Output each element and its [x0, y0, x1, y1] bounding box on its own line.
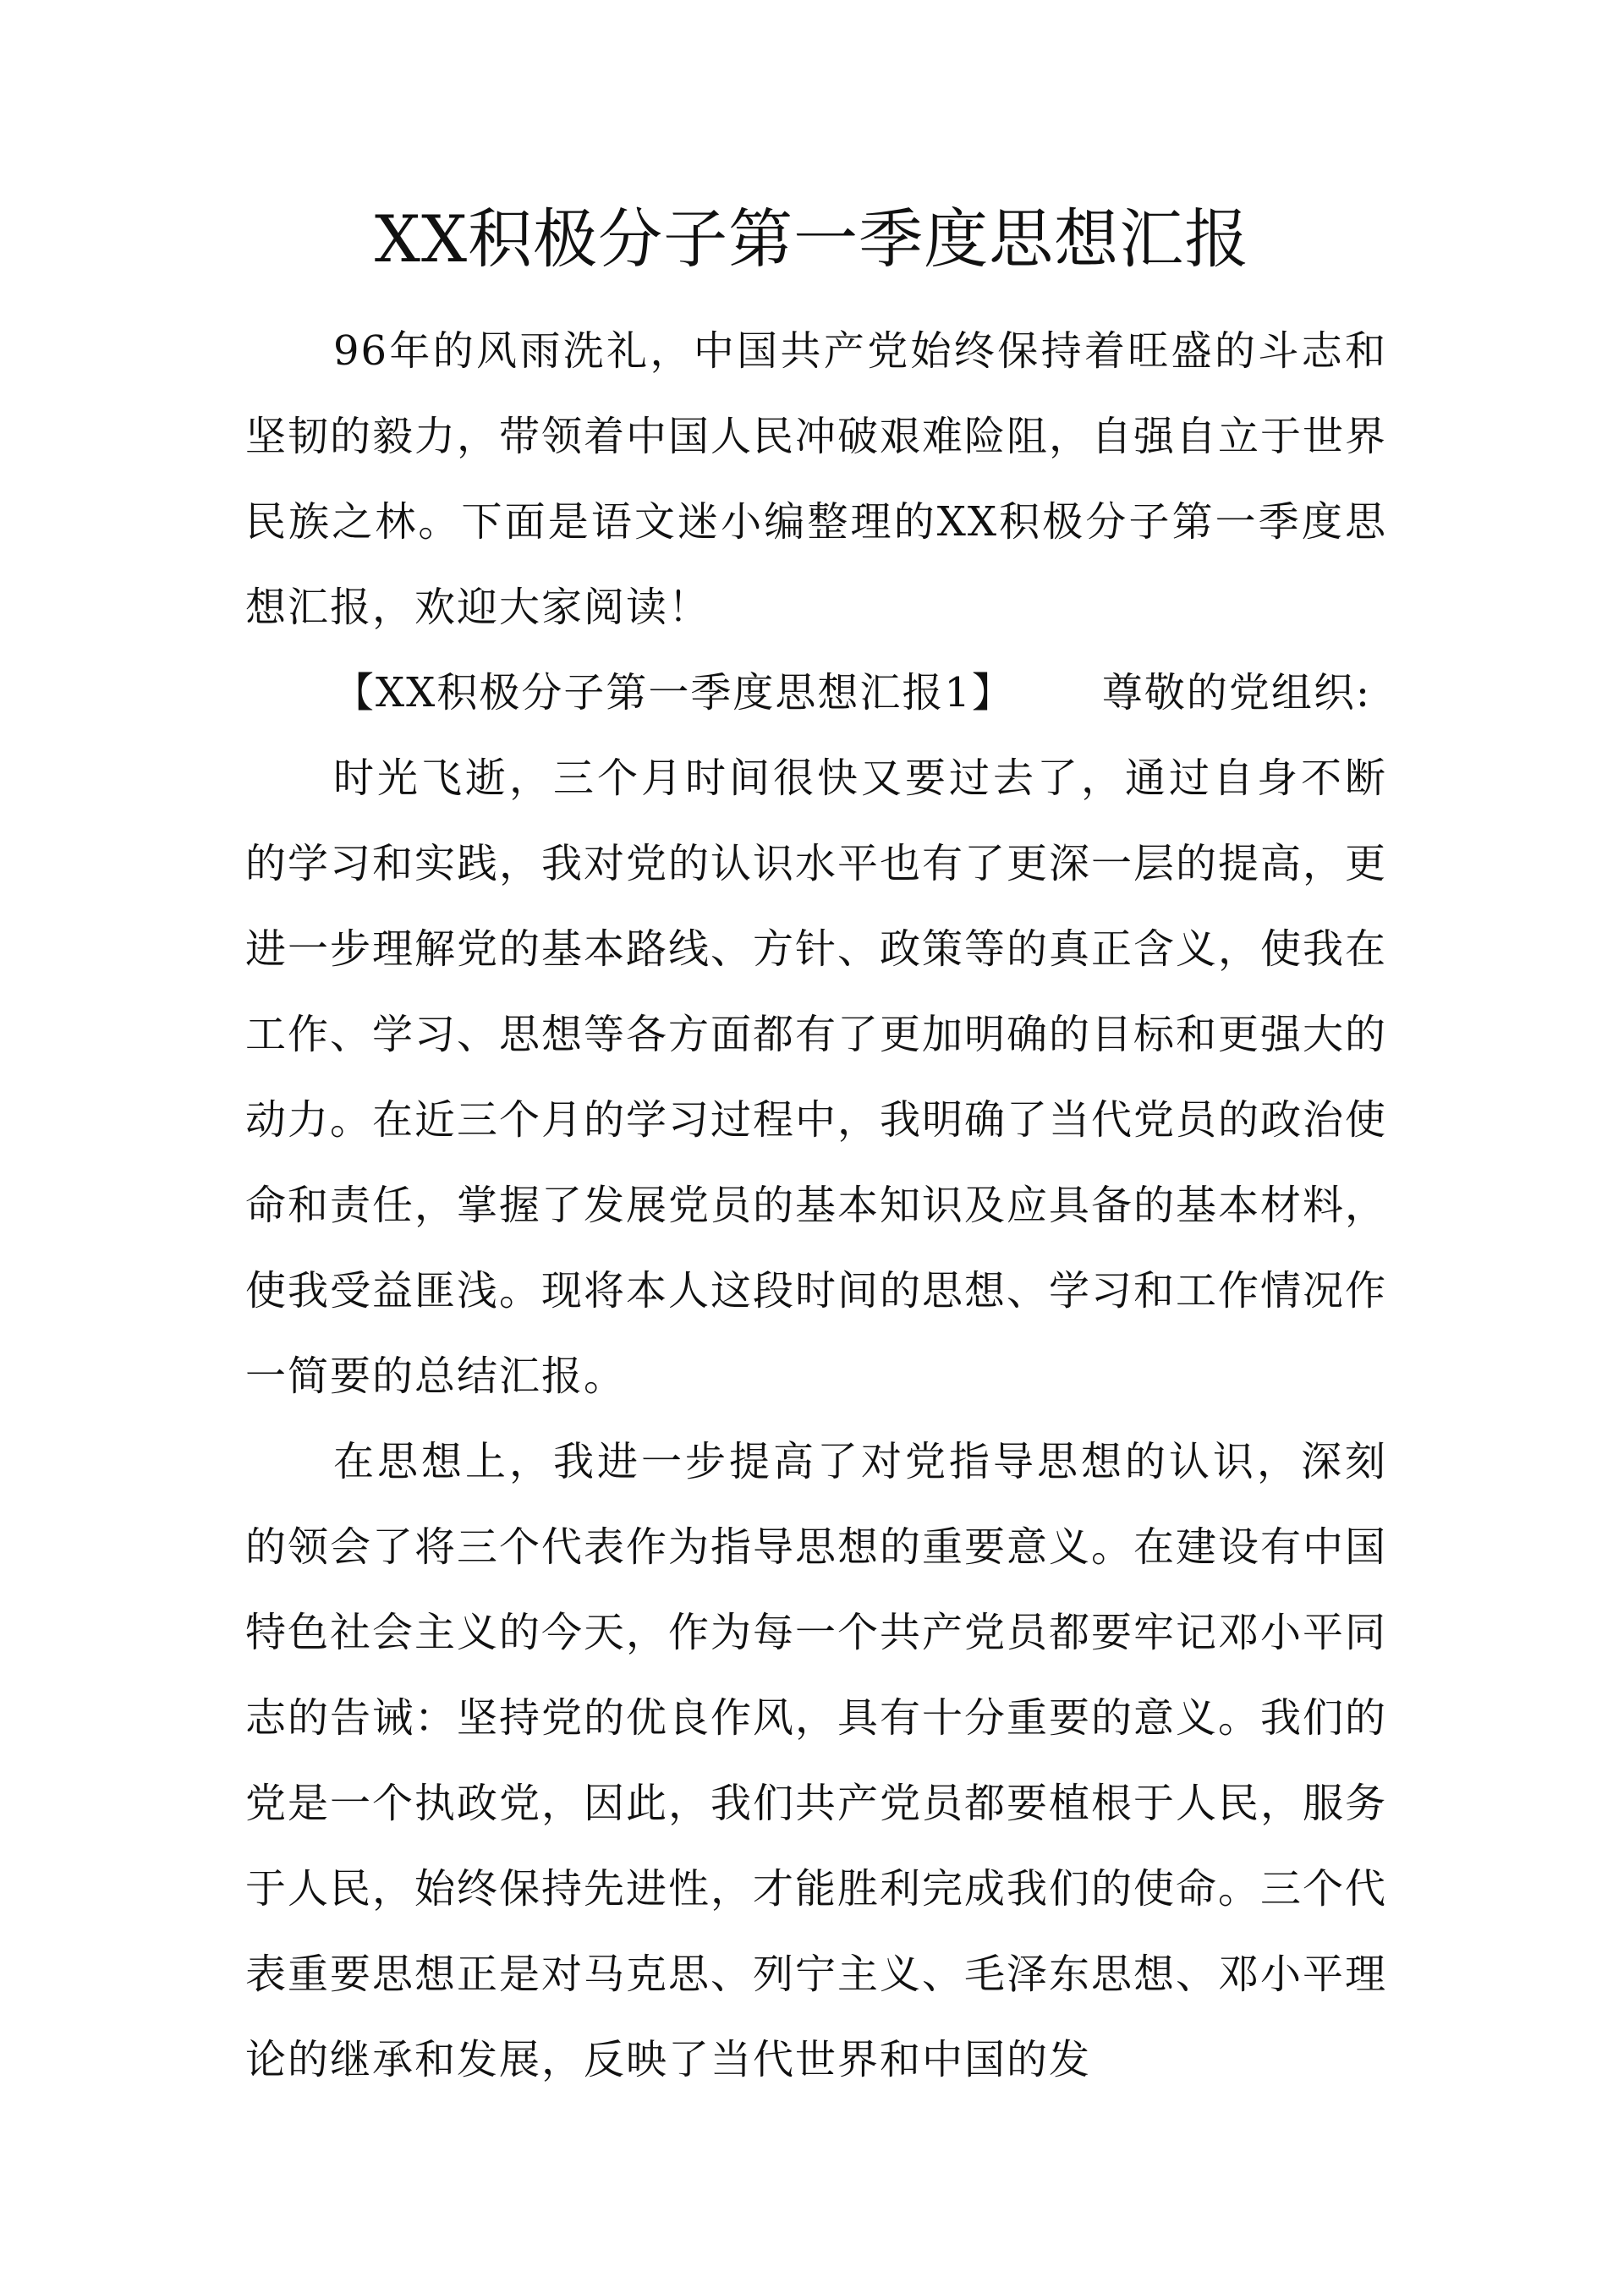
document-body	[245, 309, 1387, 2103]
body-paragraph: 在思想上，我进一步提高了对党指导思想的认识，深刻的领会了将三个代表作为指导思想的重要意义。在建设有中国特色社会主义的今天，作为每一个共产党员都要牢记邓小平同志的告诫：坚持党的优良作风，具有十分重要的意义。我们的党是一个执政党，因此，我们共产党员都要植根于人民，服务于人民，始终保持先进性，才能胜利完成我们的使命。三个代表重要思想正是对马克思、列宁主义、毛泽东思想、邓小平理论的继承和发展，反映了当代世界和中国的发	[245, 1438, 1388, 2083]
document-title: XX积极分子第一季度思想汇报	[374, 201, 1250, 277]
section-heading-line	[245, 650, 1387, 736]
intro-paragraph: 96年的风雨洗礼，中国共产党始终保持着旺盛的斗志和坚韧的毅力，带领着中国人民冲破艰难险阻，自强自立于世界民族之林。下面是语文迷小编整理的XX积极分子第一季度思想汇报，欢迎大家阅读！	[245, 327, 1388, 631]
section-heading: 【XX积极分子第一季度思想汇报1】	[333, 669, 1014, 716]
salutation: 尊敬的党组织:	[1101, 669, 1372, 716]
body-paragraph: 时光飞逝，三个月时间很快又要过去了，通过自身不断的学习和实践，我对党的认识水平也有了更深一层的提高，更进一步理解党的基本路线、方针、政策等的真正含义，使我在工作、学习、思想等各方面都有了更加明确的目标和更强大的动力。在近三个月的学习过程中，我明确了当代党员的政治使命和责任，掌握了发展党员的基本知识及应具备的基本材料，使我受益匪浅。现将本人这段时间的思想、学习和工作情况作一简要的总结汇报。	[245, 755, 1388, 1400]
